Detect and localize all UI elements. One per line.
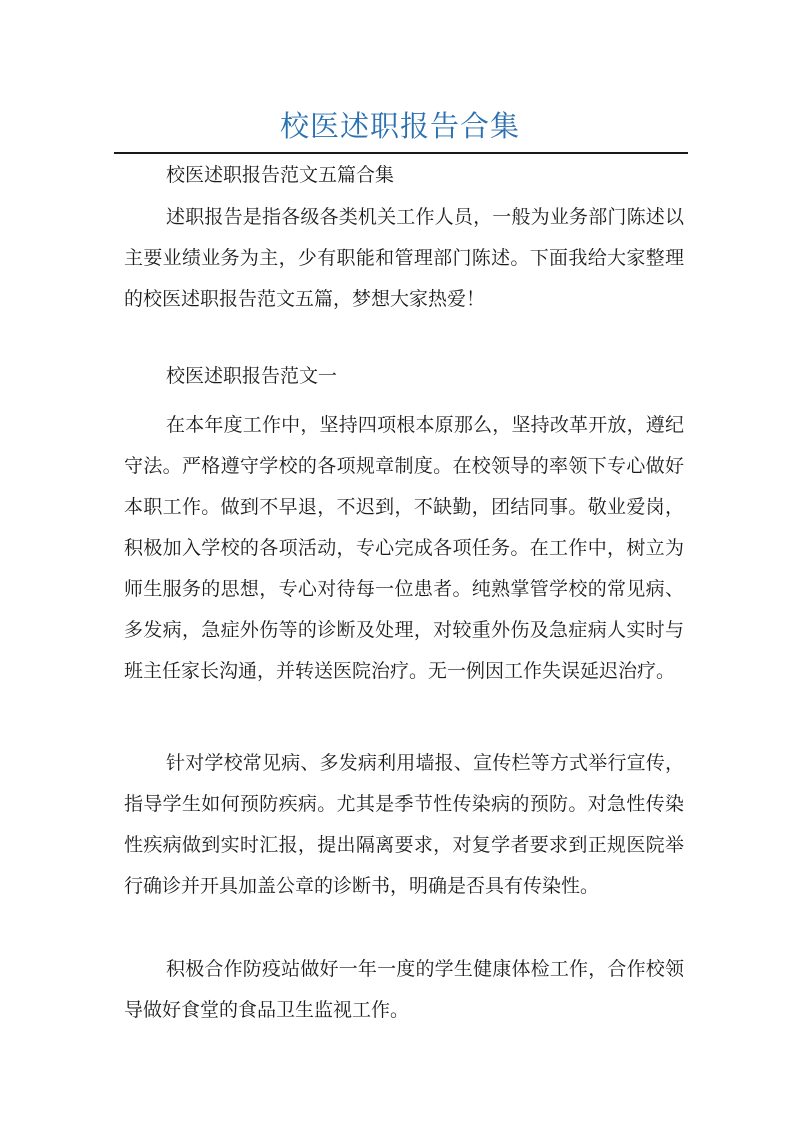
body-paragraph-1: 在本年度工作中，坚持四项根本原那么，坚持改革开放，遵纪守法。严格遵守学校的各项规章制度。在校领导的率领下专心做好本职工作。做到不早退，不迟到，不缺勤，团结同事。敬业爱岗，积极加入学校的各项活动，专心完成各项任务。在工作中，树立为师生服务的思想，专心对待每一位患者。纯熟掌管学校的常见病、多发病，急症外伤等的诊断及处理，对较重外伤及急症病人实时与班主任家长沟通，并转送医院治疗。无一例因工作失误延迟治疗。 [124,414,684,682]
body-paragraph-3: 积极合作防疫站做好一年一度的学生健康体检工作，合作校领导做好食堂的食品卫生监视工作。 [124,958,684,1021]
document-subtitle: 校医述职报告范文五篇合集 [166,164,395,186]
intro-paragraph: 述职报告是指各级各类机关工作人员，一般为业务部门陈述以主要业绩业务为主，少有职能和管理部门陈述。下面我给大家整理的校医述职报告范文五篇，梦想大家热爱！ [124,206,684,310]
title-divider [114,152,688,154]
section-heading: 校医述职报告范文一 [166,365,338,387]
body-paragraph-2: 针对学校常见病、多发病利用墙报、宣传栏等方式举行宣传，指导学生如何预防疾病。尤其是季节性传染病的预防。对急性传染性疾病做到实时汇报，提出隔离要求，对复学者要求到正规医院举行确诊并开具加盖公章的诊断书，明确是否具有传染性。 [124,752,684,897]
document-title: 校医述职报告合集 [279,109,520,143]
